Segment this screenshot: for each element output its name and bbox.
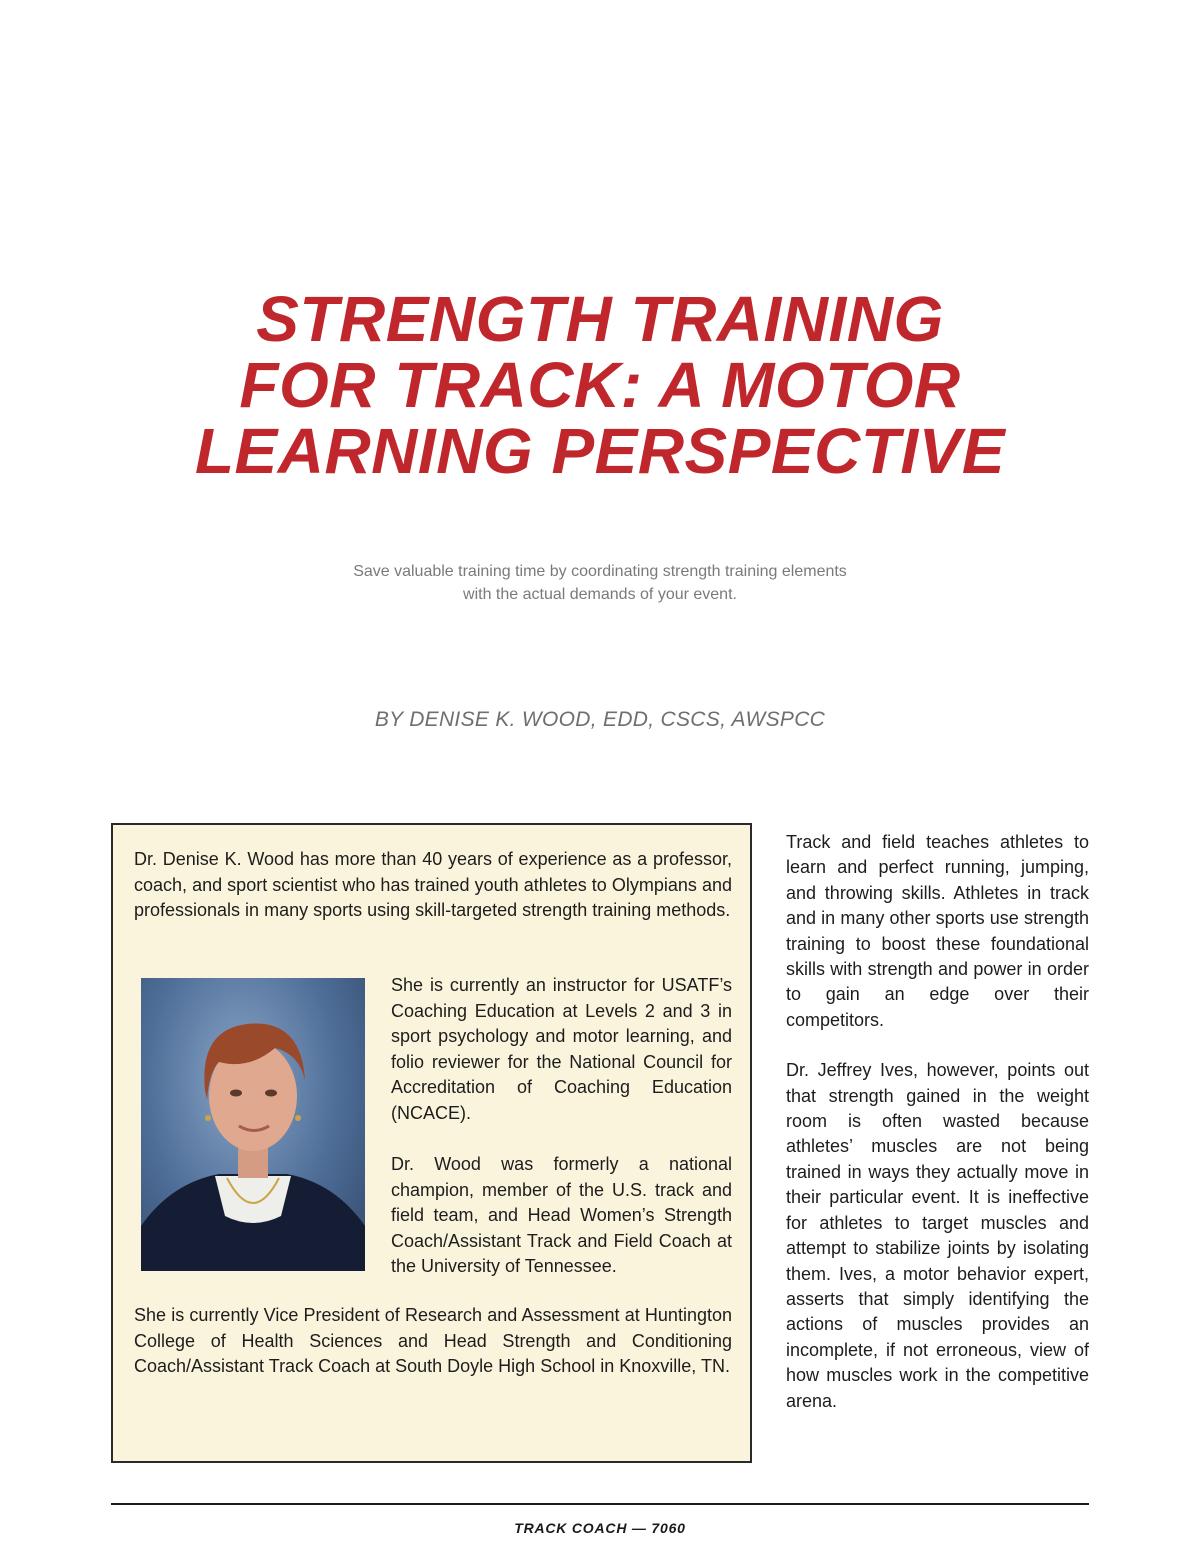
author-bio-box [111, 823, 752, 1463]
article-deck-line-1: Save valuable training time by coordinating strength training elements [353, 563, 847, 580]
author-bio-intro: Dr. Denise K. Wood has more than 40 years of experience as a professor, coach, and sport scientist who has trained youth athletes to Olympians and professionals in many sports using skill-targeted strength training methods. [134, 849, 732, 920]
author-bio-former-champion: Dr. Wood was formerly a national champion, member of the U.S. track and field team, and Head Women’s Strength Coach/Assistant Track and Field Coach at the University of Tennessee. [391, 1154, 732, 1276]
article-title [0, 283, 1200, 487]
article-byline: BY DENISE K. WOOD, EDD, CSCS, AWSPCC [374, 708, 826, 731]
author-portrait-image [141, 978, 365, 1271]
article-title-line-3: LEARNING PERSPECTIVE [194, 415, 1006, 487]
footer-rule [111, 1503, 1089, 1505]
article-title-line-1: STRENGTH TRAINING [256, 283, 944, 355]
article-body-paragraph-2: Dr. Jeffrey Ives, however, points out that strength gained in the weight room is often wasted because athletes’ muscles are not being trained in ways they actually move in their particular event. It is ineffective for athletes to target muscles and attempt to stabilize joints by isolating them. Ives, a motor behavior expert, asserts that simply identifying the actions of muscles provides an incomplete, if not erroneous, view of how muscles work in the competitive arena. [786, 1060, 1089, 1411]
article-deck-line-2: with the actual demands of your event. [463, 586, 737, 603]
author-bio-instructor: She is currently an instructor for USATF’s Coaching Education at Levels 2 and 3 in sport psychology and motor learning, and folio reviewer for the National Council for Accreditation of Coaching Education (NCACE). [391, 975, 732, 1123]
article-body-column [786, 830, 1089, 1439]
author-photo [141, 978, 365, 1271]
article-deck [0, 560, 1200, 606]
article-body-paragraph-1: Track and field teaches athletes to learn and perfect running, jumping, and throwing skills. Athletes in track and in many other sports use strength training to boost these foundational skills with strength and power in order to gain an edge over their competitors. [786, 832, 1089, 1030]
footer-publication-page: TRACK COACH — 7060 [514, 1520, 686, 1536]
author-bio-current-role: She is currently Vice President of Research and Assessment at Huntington College of Health Sciences and Head Strength and Conditioning Coach/Assistant Track Coach at South Doyle High School in Knoxville, TN. [134, 1305, 732, 1376]
article-title-line-2: FOR TRACK: A MOTOR [239, 349, 961, 421]
